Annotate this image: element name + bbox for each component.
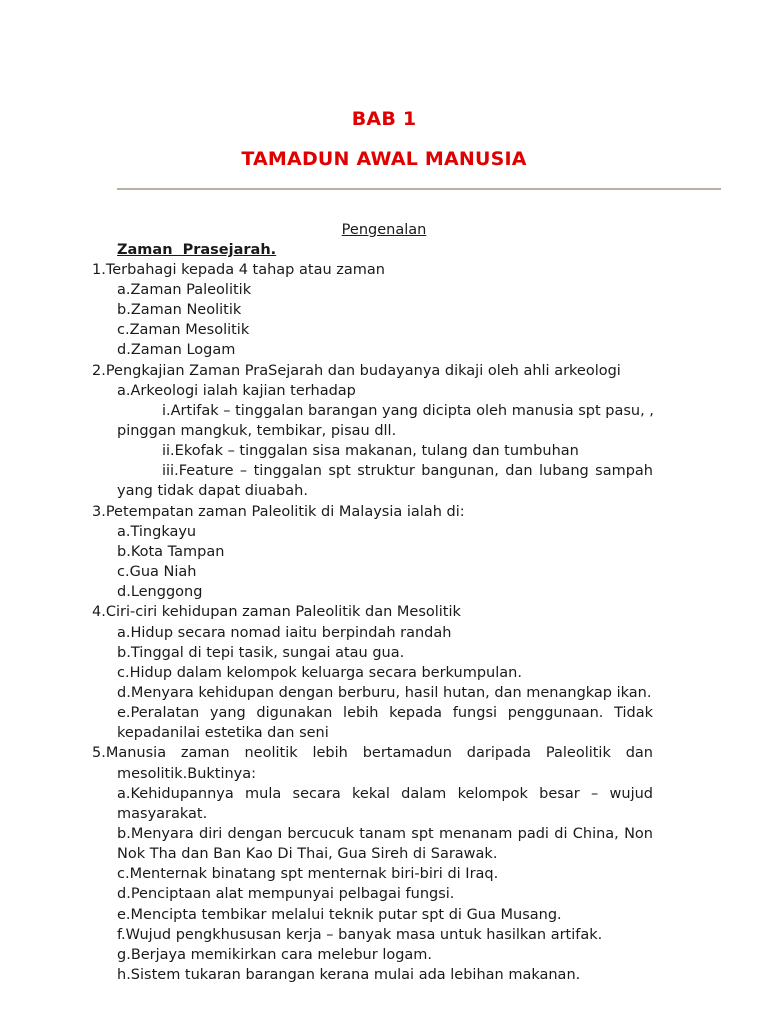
list-item: c.Zaman Mesolitik	[117, 322, 250, 338]
list-item: b.Menyara diri dengan bercucuk tanam spt menanam padi di China, Non	[117, 826, 653, 842]
list-item: c.Menternak binatang spt menternak biri-biri di Iraq.	[117, 866, 499, 882]
list-item: b.Tinggal di tepi tasik, sungai atau gua.	[117, 645, 405, 661]
subsection-heading: Zaman Prasejarah.	[117, 242, 277, 258]
list-item: i.Artifak – tinggalan barangan yang dicipta oleh manusia spt pasu, ,	[162, 403, 654, 419]
list-item: e.Mencipta tembikar melalui teknik putar spt di Gua Musang.	[117, 907, 562, 923]
list-item: 4.Ciri-ciri kehidupan zaman Paleolitik dan Mesolitik	[92, 604, 461, 620]
list-item: mesolitik.Buktinya:	[117, 766, 257, 782]
list-item: h.Sistem tukaran barangan kerana mulai ada lebihan makanan.	[117, 967, 581, 983]
list-item: f.Wujud pengkhususan kerja – banyak masa untuk hasilkan artifak.	[117, 927, 603, 943]
list-item: kepadanilai estetika dan seni	[117, 725, 329, 741]
list-item: 2.Pengkajian Zaman PraSejarah dan budayanya dikaji oleh ahli arkeologi	[92, 363, 621, 379]
list-item: a.Kehidupannya mula secara kekal dalam kelompok besar – wujud	[117, 786, 653, 802]
list-item: b.Zaman Neolitik	[117, 302, 242, 318]
list-item: a.Hidup secara nomad iaitu berpindah randah	[117, 625, 452, 641]
list-item: a.Arkeologi ialah kajian terhadap	[117, 383, 356, 399]
list-item: d.Lenggong	[117, 584, 203, 600]
list-item: a.Zaman Paleolitik	[117, 282, 252, 298]
list-item: masyarakat.	[117, 806, 208, 822]
page-title: TAMADUN AWAL MANUSIA	[241, 148, 527, 170]
list-item: g.Berjaya memikirkan cara melebur logam.	[117, 947, 433, 963]
list-item: 3.Petempatan zaman Paleolitik di Malaysia ialah di:	[92, 504, 465, 520]
list-item: b.Kota Tampan	[117, 544, 225, 560]
section-heading: Pengenalan	[341, 222, 427, 238]
list-item: a.Tingkayu	[117, 524, 197, 540]
list-item: pinggan mangkuk, tembikar, pisau dll.	[117, 423, 397, 439]
list-item: c.Hidup dalam kelompok keluarga secara berkumpulan.	[117, 665, 522, 681]
list-item: 1.Terbahagi kepada 4 tahap atau zaman	[92, 262, 385, 278]
list-item: d.Zaman Logam	[117, 342, 236, 358]
list-item: 5.Manusia zaman neolitik lebih bertamadun daripada Paleolitik dan	[92, 745, 653, 761]
list-item: e.Peralatan yang digunakan lebih kepada fungsi penggunaan. Tidak	[117, 705, 653, 721]
title-divider	[117, 188, 721, 190]
list-item: iii.Feature – tinggalan spt struktur bangunan, dan lubang sampah	[162, 463, 653, 479]
list-item: c.Gua Niah	[117, 564, 197, 580]
list-item: d.Menyara kehidupan dengan berburu, hasil hutan, dan menangkap ikan.	[117, 685, 652, 701]
list-item: d.Penciptaan alat mempunyai pelbagai fungsi.	[117, 886, 455, 902]
list-item: ii.Ekofak – tinggalan sisa makanan, tulang dan tumbuhan	[162, 443, 579, 459]
list-item: yang tidak dapat diuabah.	[117, 483, 308, 499]
list-item: Nok Tha dan Ban Kao Di Thai, Gua Sireh di Sarawak.	[117, 846, 498, 862]
chapter-title: BAB 1	[351, 108, 417, 130]
